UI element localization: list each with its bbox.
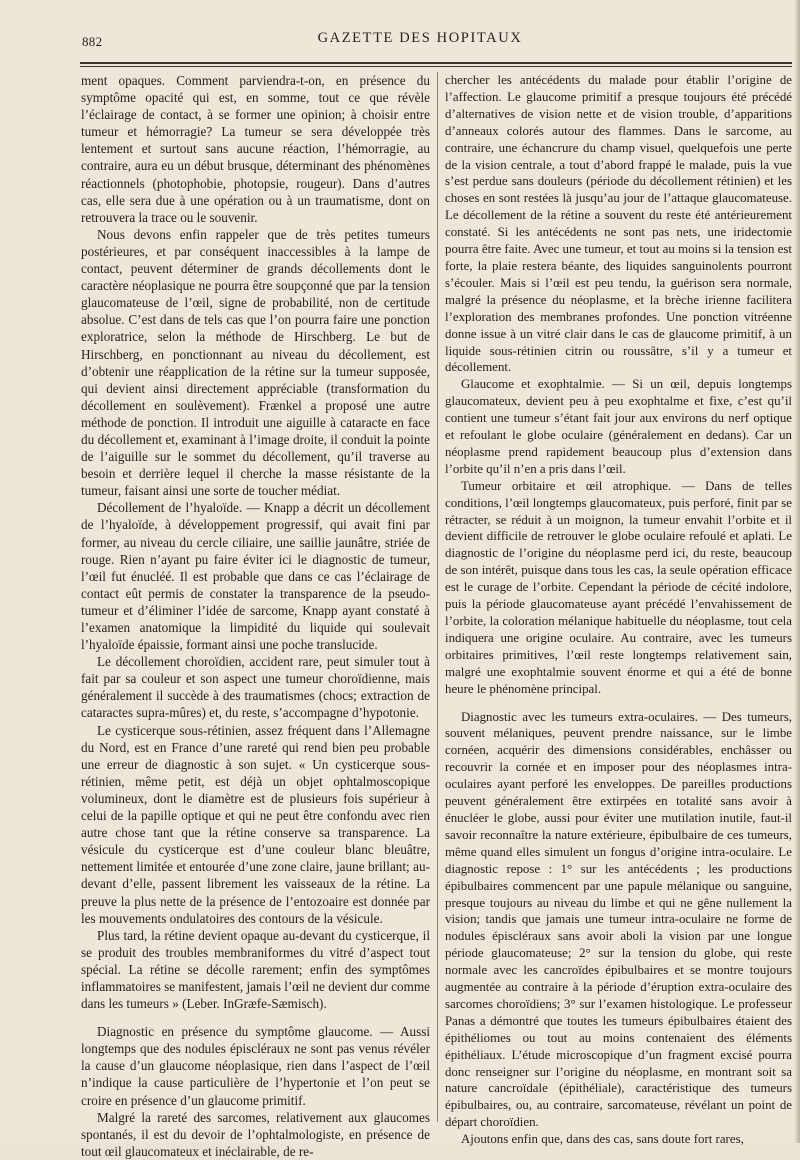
right-column [445,72,792,1148]
running-title: GAZETTE DES HOPITAUX [317,30,523,46]
paragraph: Glaucome et exophtalmie. — Si un œil, depuis longtemps glaucomateux, devient peu à peu exophtalme et fixe, c’est qu’il contient une tumeur s’étant fait jour aux environs du nerf optique et refoulant le globe oculaire (généralement en dedans). Car un néoplasme prend rapidement beaucoup plus d’extension dans l’orbite qu’il n’en a pris dans l’œil. [445,377,792,476]
section-paragraph: Diagnostic en présence du symptôme glaucome. — Aussi longtemps que des nodules épiscléraux ne sont pas venus révéler la cause d’un glaucome néoplasique, rien dans l’aspect de l’œil n’indique la cause particulière de l’hypertonie et l’on peut se croire en présence d’un glaucome primitif. [81,1024,430,1108]
header-rule-thin [80,66,792,67]
paragraph: Tumeur orbitaire et œil atrophique. — Dans de telles conditions, l’œil longtemps glaucomateux, puis perforé, finit par se rétracter, se réduit à un moignon, la tumeur envahit l’orbite et il devient difficile de retrouver le globe oculaire refoulé et aplati. Le diagnostic de l’origine du néoplasme perd ici, du reste, beaucoup de son intérêt, puisque dans tous les cas, la seule opération efficace est le curage de l’orbite. Cependant la période de cécité indolore, puis la période glaucomateuse ayant précédé l’envahissement de l’orbite, la coloration mélanique habituelle du néoplasme, tout cela indiquera une origine oculaire. Au contraire, avec les tumeurs orbitaires primitives, l’œil reste longtemps relativement sain, malgré une exophtalmie souvent énorme et qui a été de bonne heure le phénomène principal. [445,478,792,696]
paragraph: Plus tard, la rétine devient opaque au-devant du cysticerque, il se produit des troubles membraniformes du vitré d’aspect tout spécial. La rétine se décolle rarement; enfin des symptômes inflammatoires se manifestent, jamais l’œil ne devient dur comme dans les tumeurs » (Leber. InGræfe-Sæmisch). [81,927,430,1012]
paragraph: chercher les antécédents du malade pour établir l’origine de l’affection. Le glaucome primitif a presque toujours été précédé d’alternatives de vision nette et de vision trouble, d’apparitions d’anneaux colorés autour des flammes. Dans le sarcome, au contraire, une échancrure du champ visuel, quelquefois une perte de la vision centrale, a tout d’abord frappé le malade, puis la vue s’est perdue sans douleurs (période du décollement rétinien) et les choses en sont restées là jusqu’au jour de l’attaque glaucomateuse. Le décollement de la rétine a souvent du reste été antérieurement constaté. Si les antécédents ne sont pas nets, une iridectomie pourra être faite. Avec une tumeur, et tout au moins si la tension est forte, la plaie restera béante, des liquides sanguinolents pourront s’écouler. Mais si l’œil est peu tendu, la guérison sera normale, malgré la présence du néoplasme, et la brèche irienne facilitera l’exploration des membranes profondes. Une ponction vitréenne donne issue à un vitré clair dans le cas de glaucome primitif, à un liquide sous-rétinien citrin ou roussâtre, s’il y a tumeur et décollement. [445,73,792,375]
column-divider [437,72,438,1122]
paragraph: Le décollement choroïdien, accident rare, peut simuler tout à fait par sa couleur et son aspect une tumeur choroïdienne, mais généralement il succède à des traumatismes (chocs; extraction de cataractes supra-mûres) et, du reste, s’accompagne d’hypotonie. [81,654,430,721]
paragraph: Nous devons enfin rappeler que de très petites tumeurs postérieures, et par conséquent inaccessibles à la lampe de contact, peuvent déterminer de grands décollements dont le caractère néoplasique ne pourra être soupçonné que par la tension glaucomateuse de l’œil, signe de probabilité, non de certitude absolue. C’est dans de tels cas que l’on pourra faire une ponction exploratrice, selon la méthode de Hirschberg. Le but de Hirschberg, en ponctionnant au niveau du décollement, est d’obtenir une réapplication de la rétine sur la tumeur supposée, qui devient ainsi directement appréciable (transformation du décollement en soulèvement). Frænkel a proposé une autre méthode de ponction. Il introduit une aiguille à cataracte en face du décollement et, examinant à l’image droite, il conduit la pointe de l’aiguille sur le sommet du décollement, qu’il traverse au besoin et derrière lequel il cherche la masse résistante de la tumeur, faisant ainsi une sorte de toucher médiat. [81,226,430,499]
paragraph: ment opaques. Comment parviendra-t-on, en présence du symptôme opacité qui est, en somme, tout ce que révèle l’éclairage de contact, à se former une opinion; à choisir entre tumeur et hémorragie? La tumeur se sera développée très lentement et surtout sans aucune réaction, l’hémorragie, au contraire, aura eu un début brusque, déterminant des phénomènes réactionnels (photophobie, photopsie, rougeur). Dans d’autres cas, elle sera due à une opération ou à un traumatisme, dont on retrouvera la trace ou le souvenir. [81,73,430,225]
left-column [81,72,430,1160]
page-header [60,28,780,54]
page-edge [794,0,800,1143]
paragraph: Décollement de l’hyaloïde. — Knapp a décrit un décollement de l’hyaloïde, à développement progressif, qui avait fini par former, au niveau du cercle ciliaire, une saillie jaunâtre, striée de rouge. Rien n’ayant pu faire éviter ici le diagnostic de tumeur, l’œil fut énucléé. Il est probable que dans ce cas l’éclairage de contact eût permis de constater la transparence de la pseudo-tumeur et d’éliminer l’idée de sarcome, Knapp ayant constaté à l’examen anatomique la limpidité du liquide qui soulevait l’hyaloïde épaissie, formant ainsi une poche translucide. [81,500,430,653]
header-rule [80,62,792,64]
paragraph: Le cysticerque sous-rétinien, assez fréquent dans l’Allemagne du Nord, est en France d’une rareté qui rend bien peu probable une erreur de diagnostic à son sujet. « Un cysticerque sous-rétinien, même petit, est déjà un objet ophtalmoscopique volumineux, dont le diamètre est de plusieurs fois supérieur à celui de la papille optique et qui ne peut être confondu avec rien autre chose tant que la rétine conserve sa transparence. La vésicule du cysticerque est d’une couleur blanc bleuâtre, nettement limitée et entourée d’une zone claire, jaune brillant; au-devant d’elle, passent librement les vaisseaux de la rétine. La preuve la plus nette de la présence de l’entozoaire est donnée par les mouvements ondulatoires des contours de la vésicule. [81,722,430,926]
section-paragraph: Diagnostic avec les tumeurs extra-oculaires. — Des tumeurs, souvent mélaniques, peuvent prendre naissance, sur le limbe cornéen, acquérir des dimensions considérables, enchâsser ou recouvrir la cornée et en imposer pour des néoplasmes intra-oculaires ayant perforé les enveloppes. De pareilles productions peuvent généralement être extirpées en totalité sans avoir à énucléer le globe, aussi pour éviter une mutilation inutile, faut-il savoir reconnaître la nature extérieure, épibulbaire de ces tumeurs, même quand elles simulent un fongus d’origine intra-oculaire. Le diagnostic repose : 1° sur les antécédents ; les productions épibulbaires commencent par une papule mélanique ou sanguine, presque toujours au niveau du limbe et qui ne gêne nullement la vision; tandis que jamais une tumeur intra-oculaire ne forme de nodules épiscléraux sans avoir aboli la vision par une longue période glaucomateuse; 2° sur la tension du globe, qui reste normale avec les cancroïdes épibulbaires et se montre toujours augmentée au contraire à la période d’éruption extra-oculaire des sarcomes choroïdiens; 3° sur l’examen histologique. Le professeur Panas a démontré que toutes les tumeurs épibulbaires étaient des épithéliomes ou tout au moins contenaient des éléments épithéliaux. L’étude microscopique d’un fragment excisé pourra donc renseigner sur l’origine du néoplasme, en montrant soit sa nature cancroïdale (épithéliale), caractéristique des tumeurs épibulbaires, ou, au contraire, sarcomateuse, révélant un point de départ choroïdien. [445,709,792,1130]
paragraph: Ajoutons enfin que, dans des cas, sans doute fort rares, [461,1132,744,1147]
paragraph: Malgré la rareté des sarcomes, relativement aux glaucomes spontanés, il est du devoir de l’ophtalmologiste, en présence de tout œil glaucomateux et inéclairable, de re- [81,1109,430,1159]
page-number: 882 [82,34,103,49]
